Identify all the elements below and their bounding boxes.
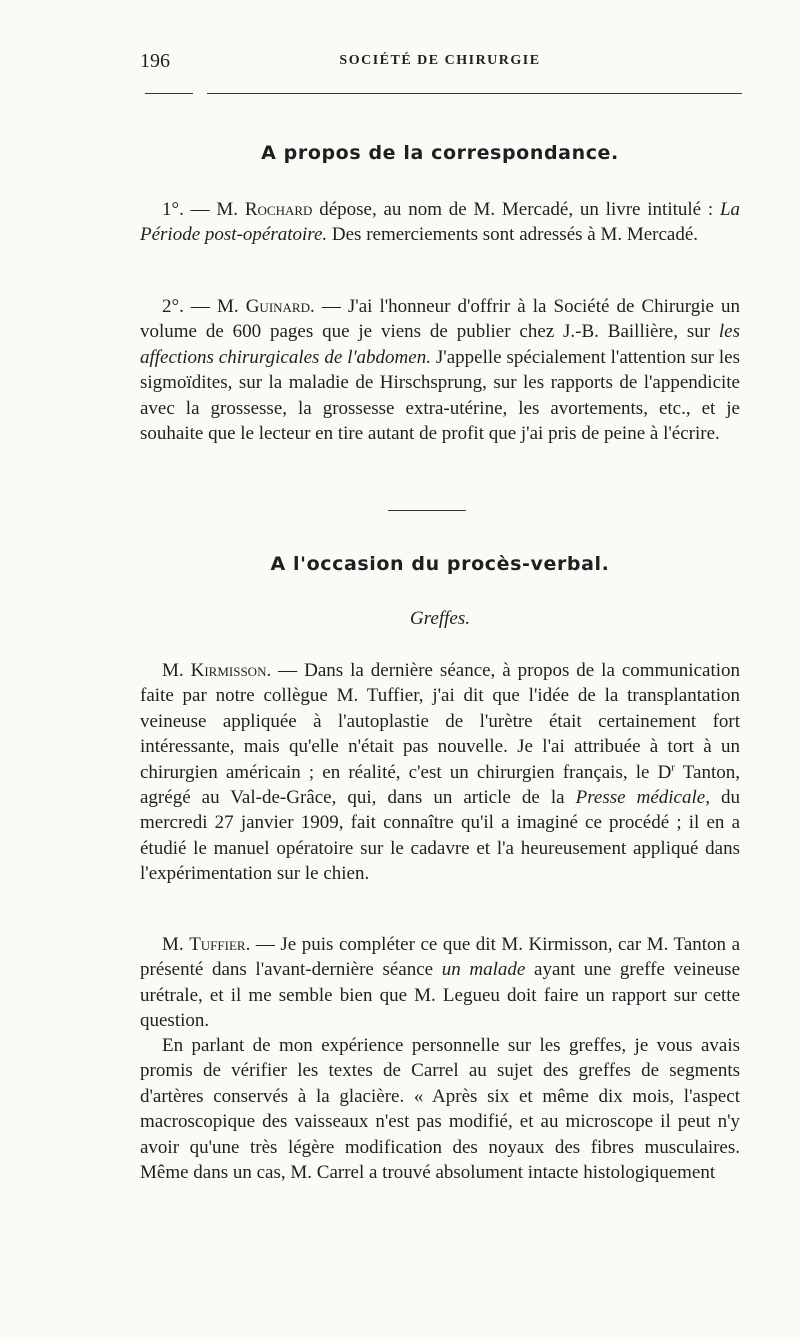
header-rule-right: [207, 93, 742, 94]
section-title-correspondance: A propos de la correspondance.: [261, 142, 619, 164]
paragraph-tuffier: M. Tuffier. — Je puis compléter ce que dit M. Kirmisson, car M. Tanton a présenté dans l'avant-dernière séance un malade ayant une greffe veineuse urétrale, et il me semble bien que M. Legueu doit faire un rapport sur cette question.: [140, 934, 741, 1032]
subsection-title-greffes: Greffes.: [410, 608, 470, 629]
book-title: La Période post-opératoire.: [140, 199, 741, 246]
section-separator: [388, 510, 466, 511]
journal-title: Presse médicale,: [575, 787, 710, 809]
emphasis: un malade: [441, 959, 526, 981]
paragraph-carrel: En parlant de mon expérience personnelle sur les greffes, je vous avais promis de vérifier les textes de Carrel au sujet des greffes de segments d'artères conservés à la glacière. « Après six et même dix mois, l'aspect macroscopique des vaisseaux n'est pas modifié, et au microscope il peut n'y avoir qu'une très légère modification des noyaux des fibres musculaires. Même dans un cas, M. Carrel a trouvé absolument intacte histologiquement: [140, 1035, 740, 1184]
paragraph-rochard: 1°. — M. Rochard dépose, au nom de M. Mercadé, un livre intitulé : La Période post-opératoire. Des remerciements sont adressés à M. Mercadé.: [140, 199, 741, 246]
author-name: Kirmisson.: [190, 660, 272, 681]
book-title: les affections chirurgicales de l'abdomen.: [140, 321, 741, 368]
section-title-proces-verbal: A l'occasion du procès-verbal.: [270, 553, 610, 575]
header-rule-left: [145, 93, 193, 94]
author-name: Rochard: [244, 199, 313, 220]
item-number: 1°. — M.: [162, 199, 239, 220]
running-title: SOCIÉTÉ DE CHIRURGIE: [339, 53, 541, 68]
item-number: 2°. — M.: [162, 296, 239, 317]
paragraph-kirmisson: M. Kirmisson. — Dans la dernière séance, à propos de la communication faite par notre collègue M. Tuffier, j'ai dit que l'idée de la transplantation veineuse appliquée à l'autoplastie de l'urètre était certainement fort intéressante, mais qu'elle n'était pas nouvelle. Je l'ai attribuée à tort à un chirurgien américain ; en réalité, c'est un chirurgien français, le $D^r$ Tanton, agrégé au Val-de-Grâce, qui, dans un article de la Presse médicale, du mercredi 27 janvier 1909, fait connaître qu'il a imaginé ce procédé ; il en a étudié le manuel opératoire sur le cadavre et l'a heureusement appliqué dans l'expérimentation sur le chien.: [140, 660, 741, 885]
author-name: Tuffier.: [189, 934, 251, 955]
page-header: [140, 50, 740, 74]
paragraph-guinard: 2°. — M. Guinard. — J'ai l'honneur d'offrir à la Société de Chirurgie un volume de 600 pages que je viens de publier chez J.-B. Baillière, sur les affections chirurgicales de l'abdomen. J'appelle spécialement l'attention sur les sigmoïdites, sur la maladie de Hirschsprung, sur les rapports de l'appendicite avec la grossesse, la grossesse extra-utérine, les avortements, etc., et je souhaite que le lecteur en tire autant de profit que j'ai pris de peine à l'écrire.: [140, 296, 741, 445]
author-name: Guinard.: [245, 296, 315, 317]
page-number: 196: [140, 50, 170, 72]
